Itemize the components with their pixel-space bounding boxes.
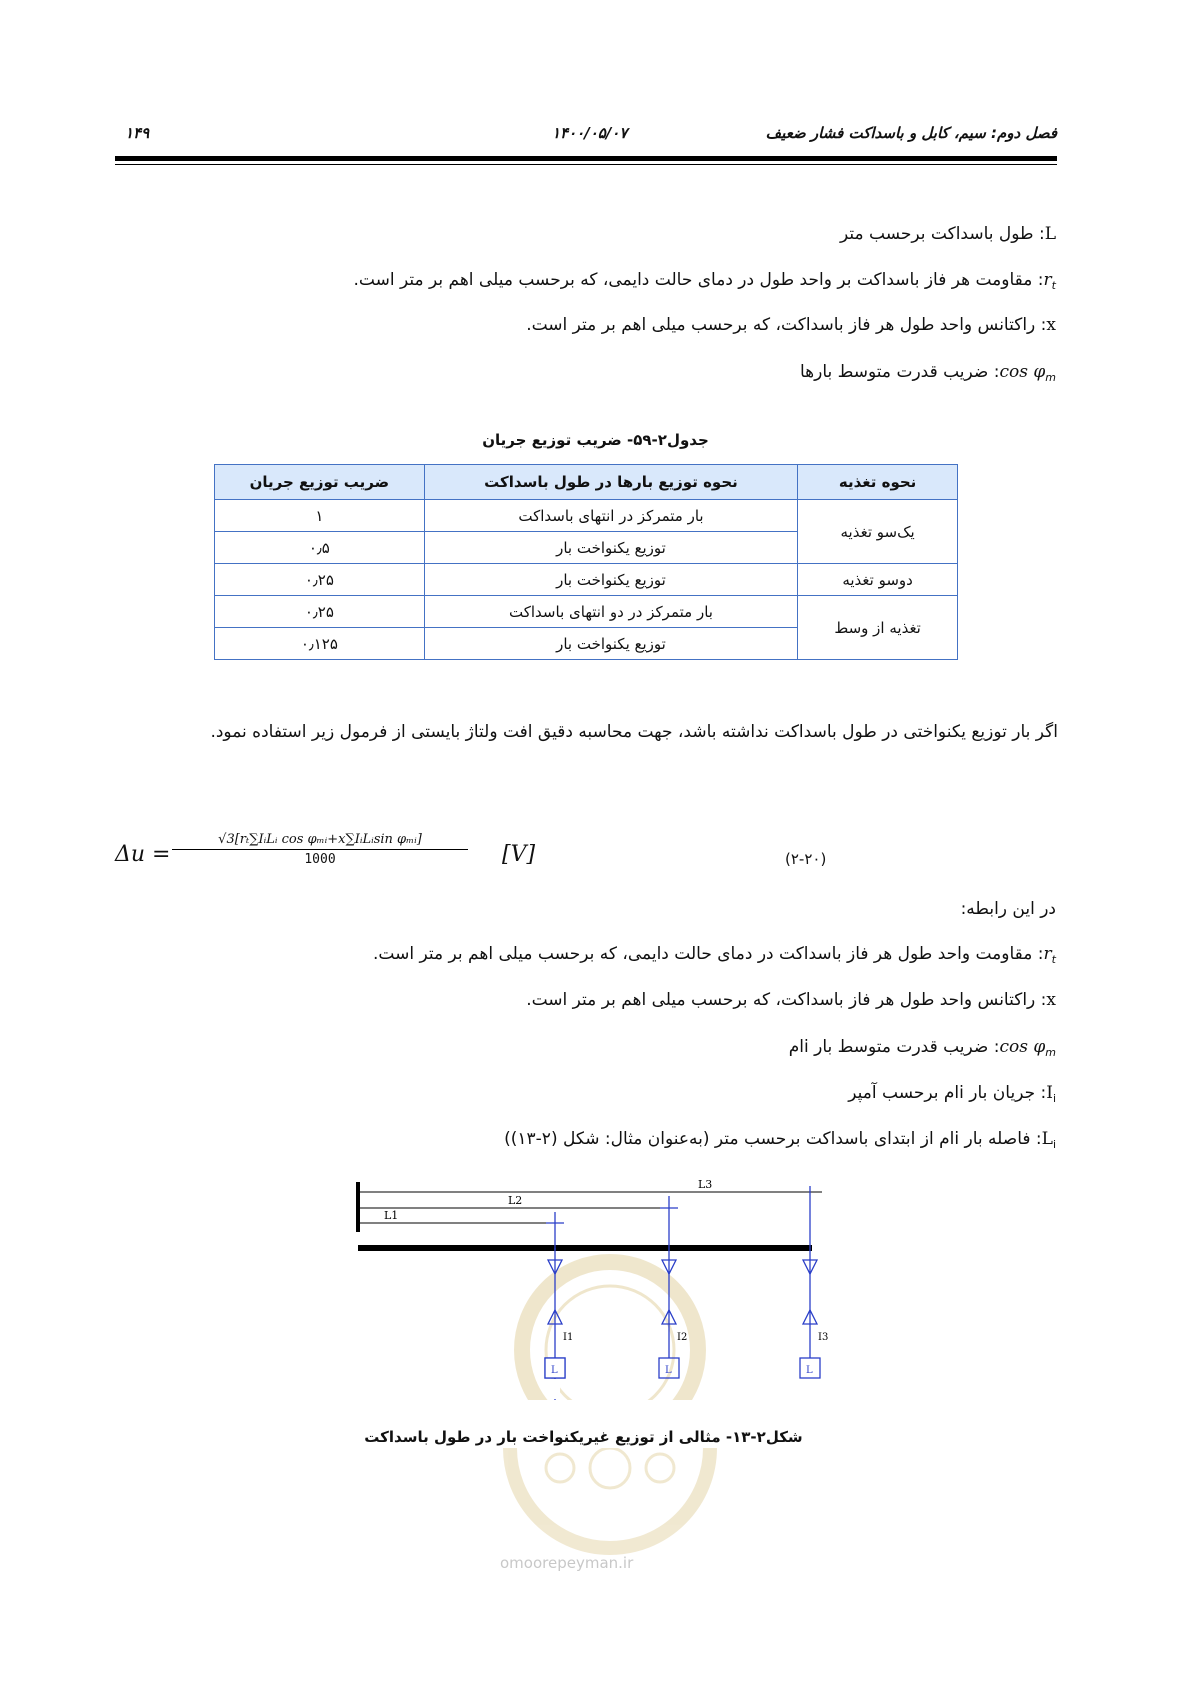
- feed-cell: دوسو تغذیه: [798, 564, 958, 596]
- load-label-1: L: [551, 1365, 558, 1376]
- distribution-cell: توزیع یکنواخت بار: [424, 628, 797, 660]
- current-distribution-table: [214, 464, 958, 660]
- column-header: نحوه تغذیه: [798, 465, 958, 500]
- definition-distance: $L_i$: فاصله بار iام از ابتدای باسداکت برحسب متر (به‌عنوان مثال: شکل (۲-۱۳)): [504, 1129, 1056, 1151]
- load-label-3: L: [806, 1365, 813, 1376]
- table-header-row: [215, 465, 958, 500]
- definition-power-factor: $\cos \varphi_m$: ضریب قدرت متوسط بارها: [799, 362, 1056, 384]
- definition-resistance-2: $r_t$: مقاومت واحد طول هر فاز باسداکت در دمای حالت دایمی، که برحسب میلی اهم بر متر است.: [373, 944, 1056, 966]
- watermark-emblem-lower: [500, 1448, 720, 1558]
- load-label-2: L: [665, 1365, 672, 1376]
- header-rule-thick: [115, 156, 1057, 161]
- distribution-cell: بار متمرکز در دو انتهای باسداکت: [424, 596, 797, 628]
- coefficient-cell: ۰٫۲۵: [215, 564, 425, 596]
- page-number: ۱۴۹: [125, 124, 150, 142]
- definition-reactance: x: راکتانس واحد طول هر فاز باسداکت، که برحسب میلی اهم بر متر است.: [526, 315, 1056, 335]
- relation-intro: در این رابطه:: [960, 899, 1056, 919]
- table-row: [215, 564, 958, 596]
- label-l1: L1: [384, 1209, 399, 1222]
- label-i1: I1: [563, 1332, 574, 1343]
- table-row: [215, 500, 958, 532]
- formula-fraction: [172, 832, 468, 867]
- header-date: ۱۴۰۰/۰۵/۰۷: [552, 124, 628, 142]
- label-i2: I2: [677, 1332, 688, 1343]
- fraction-bar: [172, 849, 468, 850]
- coefficient-cell: ۰٫۵: [215, 532, 425, 564]
- label-l2: L2: [508, 1194, 523, 1207]
- definition-power-factor-2: $\cos \varphi_m$: ضریب قدرت متوسط بار iام: [788, 1037, 1056, 1059]
- formula-denominator: 1000: [304, 852, 336, 867]
- table-caption: جدول۲-۵۹- ضریب توزیع جریان: [482, 431, 709, 449]
- coefficient-cell: ۰٫۱۲۵: [215, 628, 425, 660]
- coefficient-cell: ۰٫۲۵: [215, 596, 425, 628]
- definition-reactance-2: x: راکتانس واحد طول هر فاز باسداکت، که برحسب میلی اهم بر متر است.: [526, 990, 1056, 1010]
- definition-current: $I_i$: جریان بار iام برحسب آمپر: [848, 1083, 1056, 1105]
- label-l3: L3: [698, 1178, 713, 1191]
- feed-cell: تغذیه از وسط: [798, 596, 958, 660]
- definition-resistance: $r_t$: مقاومت هر فاز باسداکت بر واحد طول در دمای حالت دایمی، که برحسب میلی اهم بر متر است.: [353, 270, 1056, 292]
- distribution-cell: توزیع یکنواخت بار: [424, 532, 797, 564]
- body-paragraph: اگر بار توزیع یکنواختی در طول باسداکت نداشته باشد، جهت محاسبه دقیق افت ولتاژ بایستی از فرمول زیر استفاده نمود.: [210, 722, 1058, 742]
- table-row: [215, 596, 958, 628]
- column-header: نحوه توزیع بارها در طول باسداکت: [424, 465, 797, 500]
- distribution-cell: بار متمرکز در انتهای باسداکت: [424, 500, 797, 532]
- figure-caption: شکل۲-۱۳- مثالی از توزیع غیریکنواخت بار در طول باسداکت: [364, 1428, 803, 1446]
- definition-length: L: طول باسداکت برحسب متر: [840, 224, 1056, 244]
- header-rule-thin: [115, 164, 1057, 165]
- busduct-load-figure: [340, 1170, 840, 1400]
- distribution-cell: توزیع یکنواخت بار: [424, 564, 797, 596]
- formula-number: (۲-۲۰): [785, 850, 827, 868]
- chapter-title: فصل دوم: سیم، کابل و باسداکت فشار ضعیف: [765, 124, 1057, 142]
- column-header: ضریب توزیع جریان: [215, 465, 425, 500]
- formula-unit: [V]: [502, 842, 536, 867]
- formula-lhs: Δu =: [115, 842, 171, 867]
- coefficient-cell: ۱: [215, 500, 425, 532]
- watermark-emblem: [522, 1262, 698, 1400]
- formula-numerator: √3[rₜ∑IᵢLᵢ cos φₘᵢ+x∑IᵢLᵢsin φₘᵢ]: [218, 832, 422, 847]
- watermark-url: omoorepeyman.ir: [500, 1554, 634, 1572]
- feed-cell: یک‌سو تغذیه: [798, 500, 958, 564]
- label-i3: I3: [818, 1332, 829, 1343]
